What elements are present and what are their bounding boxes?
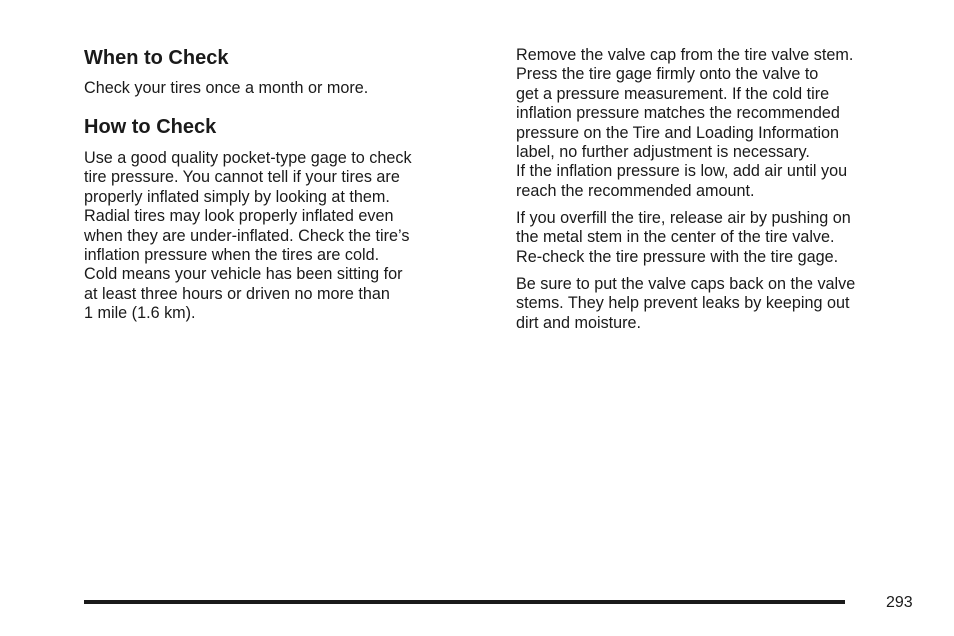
page-number: 293 [886,594,913,611]
paragraph-line: 1 mile (1.6 km). [84,304,196,323]
paragraph-line: the metal stem in the center of the tire valve. [516,228,835,247]
paragraph-line: stems. They help prevent leaks by keeping out [516,294,850,313]
footer-rule [84,600,845,604]
paragraph-line: get a pressure measurement. If the cold tire [516,84,830,103]
paragraph-line: inflation pressure matches the recommended [516,104,840,123]
paragraph-line: Press the tire gage firmly onto the valve to [516,65,819,84]
overfill-paragraph [516,209,851,267]
when-to-check-paragraph [84,79,368,98]
paragraph-line: inflation pressure when the tires are cold. [84,246,380,265]
paragraph-line: Remove the valve cap from the tire valve stem. [516,46,854,64]
paragraph-line: Radial tires may look properly inflated even [84,207,394,226]
paragraph-line: reach the recommended amount. [516,181,755,200]
paragraph-line: Use a good quality pocket-type gage to check [84,149,412,167]
paragraph-line: pressure on the Tire and Loading Information [516,123,840,142]
paragraph-line: properly inflated simply by looking at them. [84,187,390,206]
paragraph-line: Re-check the tire pressure with the tire gage. [516,247,839,266]
paragraph-line: tire pressure. You cannot tell if your tires are [84,168,400,187]
how-to-check-heading: How to Check [84,116,217,138]
paragraph-line: Be sure to put the valve caps back on the valve [516,275,856,293]
paragraph-line: at least three hours or driven no more than [84,284,390,303]
paragraph-line: label, no further adjustment is necessary. [516,143,810,162]
paragraph-line: If the inflation pressure is low, add air until you [516,162,848,181]
paragraph-line: dirt and moisture. [516,313,642,332]
paragraph-line: Check your tires once a month or more. [84,79,369,97]
measure-pressure-paragraph [516,46,853,201]
when-to-check-heading: When to Check [84,47,229,69]
paragraph-line: when they are under-inflated. Check the tire’s [84,226,410,245]
how-to-check-paragraph [84,149,412,324]
paragraph-line: Cold means your vehicle has been sitting for [84,265,403,284]
valve-caps-paragraph [516,275,855,333]
paragraph-line: If you overfill the tire, release air by pushing on [516,209,851,227]
